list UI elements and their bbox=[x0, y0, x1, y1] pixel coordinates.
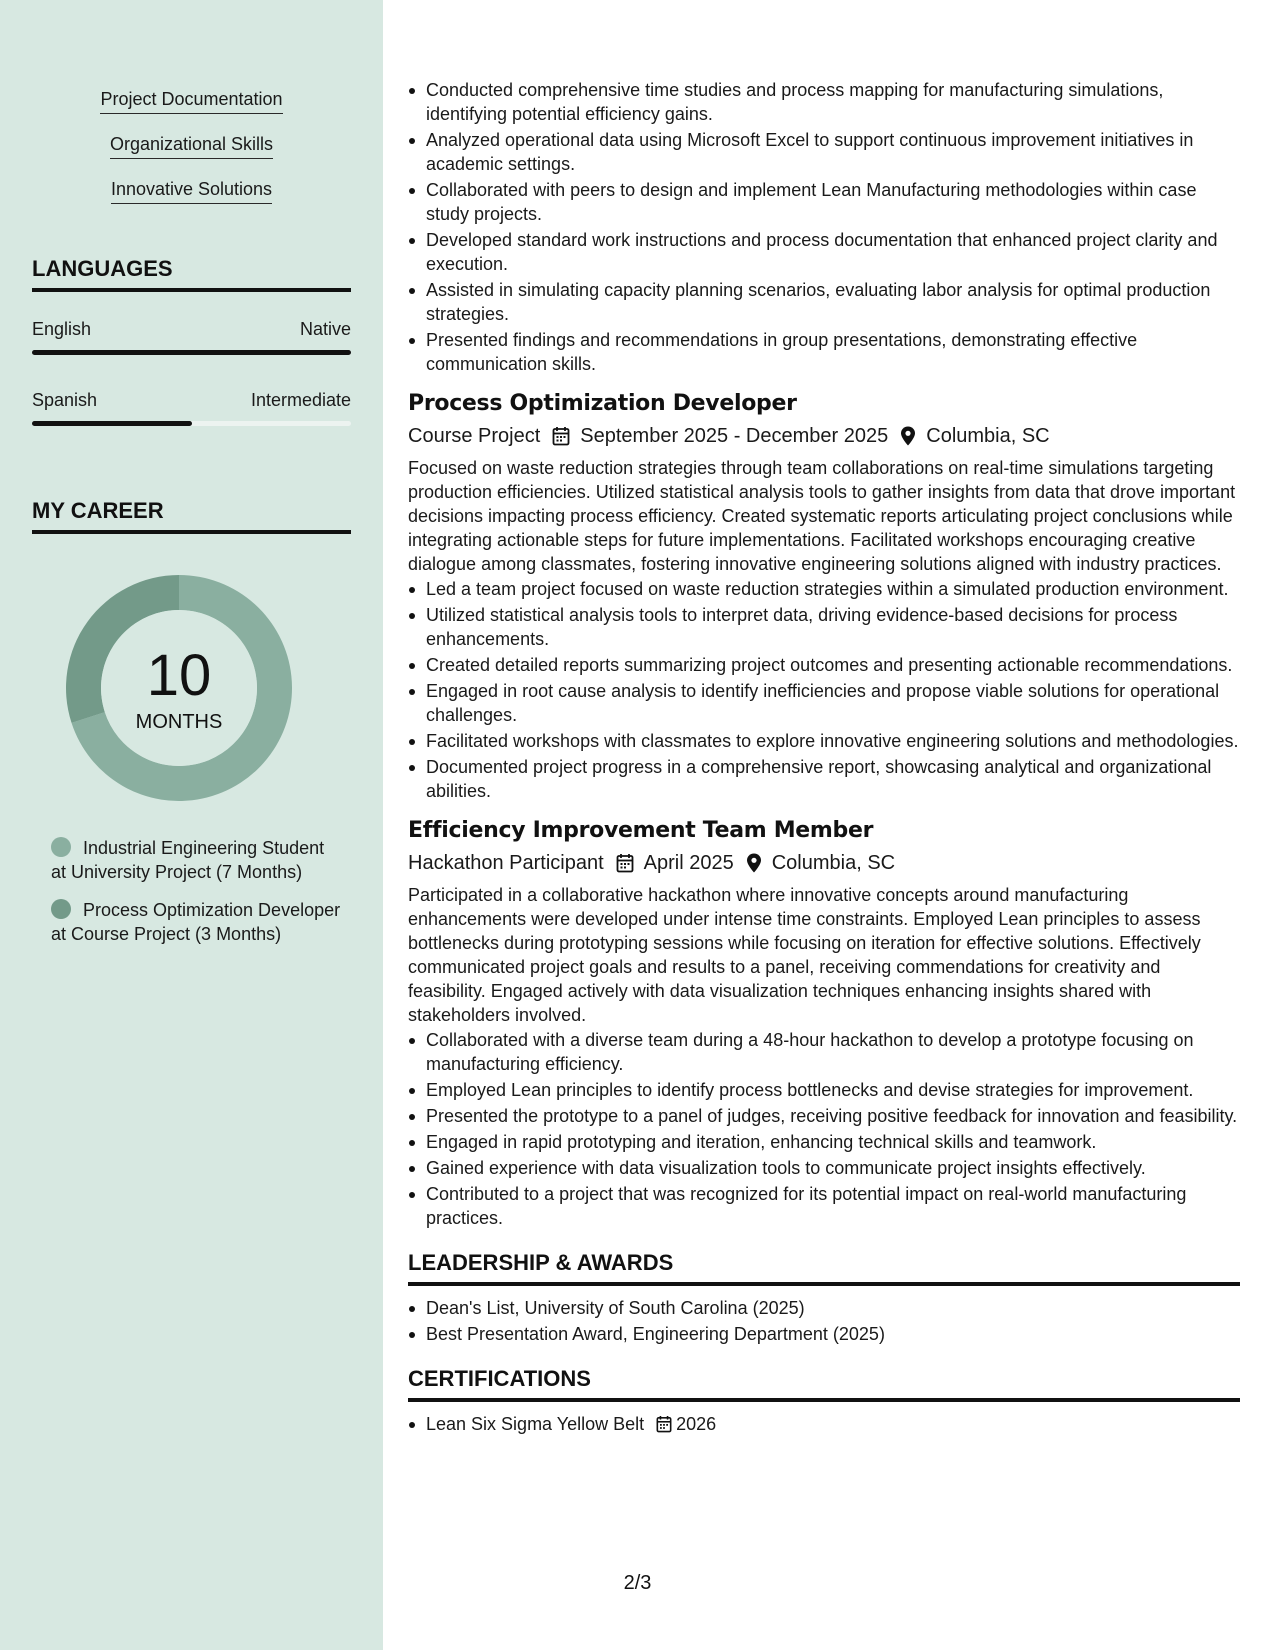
location-pin-icon bbox=[746, 853, 762, 873]
job-meta bbox=[408, 849, 1240, 877]
job-dates: September 2025 - December 2025 bbox=[580, 425, 889, 447]
job-title: Efficiency Improvement Team Member bbox=[408, 818, 874, 843]
calendar-icon bbox=[552, 426, 570, 446]
job-org: Hackathon Participant bbox=[408, 852, 604, 874]
job-bullet-list bbox=[408, 1028, 1240, 1230]
list-item: Facilitated workshops with classmates to explore innovative engineering solutions and methodologies. bbox=[426, 731, 1239, 751]
list-item: Developed standard work instructions and process documentation that enhanced project clarity and execution. bbox=[426, 228, 1240, 276]
language-item bbox=[32, 318, 351, 355]
job-location: Columbia, SC bbox=[771, 852, 896, 874]
intro-bullet-list bbox=[408, 78, 1240, 376]
language-name: English bbox=[32, 319, 92, 339]
language-bar bbox=[32, 421, 351, 426]
list-item: Best Presentation Award, Engineering Department (2025) bbox=[426, 1322, 1240, 1346]
skill-item: Organizational Skills bbox=[0, 133, 383, 178]
skill-item: Project Documentation bbox=[0, 88, 383, 133]
certifications-heading: CERTIFICATIONS bbox=[408, 1366, 1240, 1402]
job-description: Participated in a collaborative hackathon where innovative concepts around manufacturing enhancements were developed under intense time constraints. Employed Lean principles to assess bottlenecks during prototyping sessions while focusing on iteration for effective solutions. Effectively communicated project goals and results to a panel, receiving commendations for creativity and feasibility. Engaged actively with data visualization techniques enhancing insights shared with stakeholders involved. bbox=[408, 885, 1201, 1025]
job-dates: April 2025 bbox=[643, 852, 734, 874]
certification-year: 2026 bbox=[676, 1414, 717, 1434]
list-item: Engaged in rapid prototyping and iteration, enhancing technical skills and teamwork. bbox=[426, 1130, 1240, 1154]
location-pin-icon bbox=[900, 426, 916, 446]
language-level: Native bbox=[299, 319, 351, 339]
list-item: Contributed to a project that was recognized for its potential impact on real-world manufacturing practices. bbox=[426, 1182, 1240, 1230]
job-entry bbox=[408, 390, 1240, 803]
list-item: Collaborated with a diverse team during a 48-hour hackathon to develop a prototype focusing on manufacturing efficiency. bbox=[426, 1028, 1240, 1076]
calendar-icon bbox=[616, 853, 634, 873]
languages-heading: LANGUAGES bbox=[32, 256, 351, 292]
career-heading: MY CAREER bbox=[32, 498, 351, 534]
list-item: Presented findings and recommendations in group presentations, demonstrating effective communication skills. bbox=[426, 328, 1240, 376]
main-content bbox=[408, 78, 1240, 1438]
job-bullet-list bbox=[408, 577, 1240, 803]
list-item: Assisted in simulating capacity planning scenarios, evaluating labor analysis for optimal production strategies. bbox=[426, 278, 1240, 326]
list-item: Engaged in root cause analysis to identify inefficiencies and propose viable solutions for operational challenges. bbox=[426, 679, 1240, 727]
list-item: Utilized statistical analysis tools to interpret data, driving evidence-based decisions for process enhancements. bbox=[426, 603, 1240, 651]
list-item: Dean's List, University of South Carolina (2025) bbox=[426, 1296, 1240, 1320]
page-number: 2/3 bbox=[623, 1572, 652, 1594]
certification-name: Lean Six Sigma Yellow Belt bbox=[426, 1414, 645, 1434]
list-item: Analyzed operational data using Microsoft Excel to support continuous improvement initiatives in academic settings. bbox=[426, 128, 1240, 176]
list-item: Employed Lean principles to identify process bottlenecks and devise strategies for improvement. bbox=[426, 1078, 1240, 1102]
career-section bbox=[32, 498, 351, 534]
leadership-heading: LEADERSHIP & AWARDS bbox=[408, 1250, 1240, 1286]
language-item bbox=[32, 389, 351, 426]
skills-list bbox=[0, 88, 383, 223]
job-meta bbox=[408, 422, 1240, 450]
job-description: Focused on waste reduction strategies through team collaborations on real-time simulations targeting production efficiencies. Utilized statistical analysis tools to gather insights from data that drove important decisions impacting process efficiency. Created systematic reports articulating project conclusions while integrating actionable steps for future implementations. Facilitated workshops encouraging creative dialogue among classmates, fostering innovative engineering solutions aligned with industry practices. bbox=[408, 458, 1236, 574]
career-total-number: 10 bbox=[146, 643, 212, 708]
list-item: Gained experience with data visualization tools to communicate project insights effectively. bbox=[426, 1156, 1240, 1180]
list-item: Conducted comprehensive time studies and process mapping for manufacturing simulations, identifying potential efficiency gains. bbox=[426, 78, 1240, 126]
career-legend-item: Industrial Engineering Student at University Project (7 Months) bbox=[51, 838, 325, 882]
career-legend-item: Process Optimization Developer at Course Project (3 Months) bbox=[51, 900, 341, 944]
language-bar bbox=[32, 350, 351, 355]
career-total-unit: MONTHS bbox=[135, 711, 223, 733]
job-location: Columbia, SC bbox=[926, 425, 1050, 447]
job-title: Process Optimization Developer bbox=[408, 391, 797, 416]
language-name: Spanish bbox=[32, 390, 98, 410]
career-donut-chart bbox=[66, 575, 292, 801]
legend-dot-icon bbox=[51, 837, 71, 857]
language-bar-fill bbox=[32, 350, 351, 355]
list-item: Collaborated with peers to design and implement Lean Manufacturing methodologies within case study projects. bbox=[426, 178, 1240, 226]
list-item: Documented project progress in a comprehensive report, showcasing analytical and organizational abilities. bbox=[426, 755, 1240, 803]
legend-dot-icon bbox=[51, 899, 71, 919]
certifications-section bbox=[408, 1366, 1240, 1436]
list-item bbox=[426, 1412, 1240, 1436]
leadership-section bbox=[408, 1250, 1240, 1346]
language-bar-fill bbox=[32, 421, 192, 426]
career-legend bbox=[51, 836, 341, 960]
leadership-list bbox=[408, 1296, 1240, 1346]
languages-section bbox=[32, 256, 351, 426]
skill-item: Innovative Solutions bbox=[0, 178, 383, 223]
sidebar bbox=[0, 0, 383, 1650]
calendar-icon bbox=[656, 1415, 672, 1433]
certifications-list bbox=[408, 1412, 1240, 1436]
list-item: Created detailed reports summarizing project outcomes and presenting actionable recommendations. bbox=[426, 653, 1240, 677]
language-level: Intermediate bbox=[250, 390, 351, 410]
list-item: Presented the prototype to a panel of judges, receiving positive feedback for innovation and feasibility. bbox=[426, 1104, 1240, 1128]
list-item: Led a team project focused on waste reduction strategies within a simulated production environment. bbox=[426, 577, 1240, 601]
job-org: Course Project bbox=[408, 425, 541, 447]
job-entry bbox=[408, 817, 1240, 1230]
